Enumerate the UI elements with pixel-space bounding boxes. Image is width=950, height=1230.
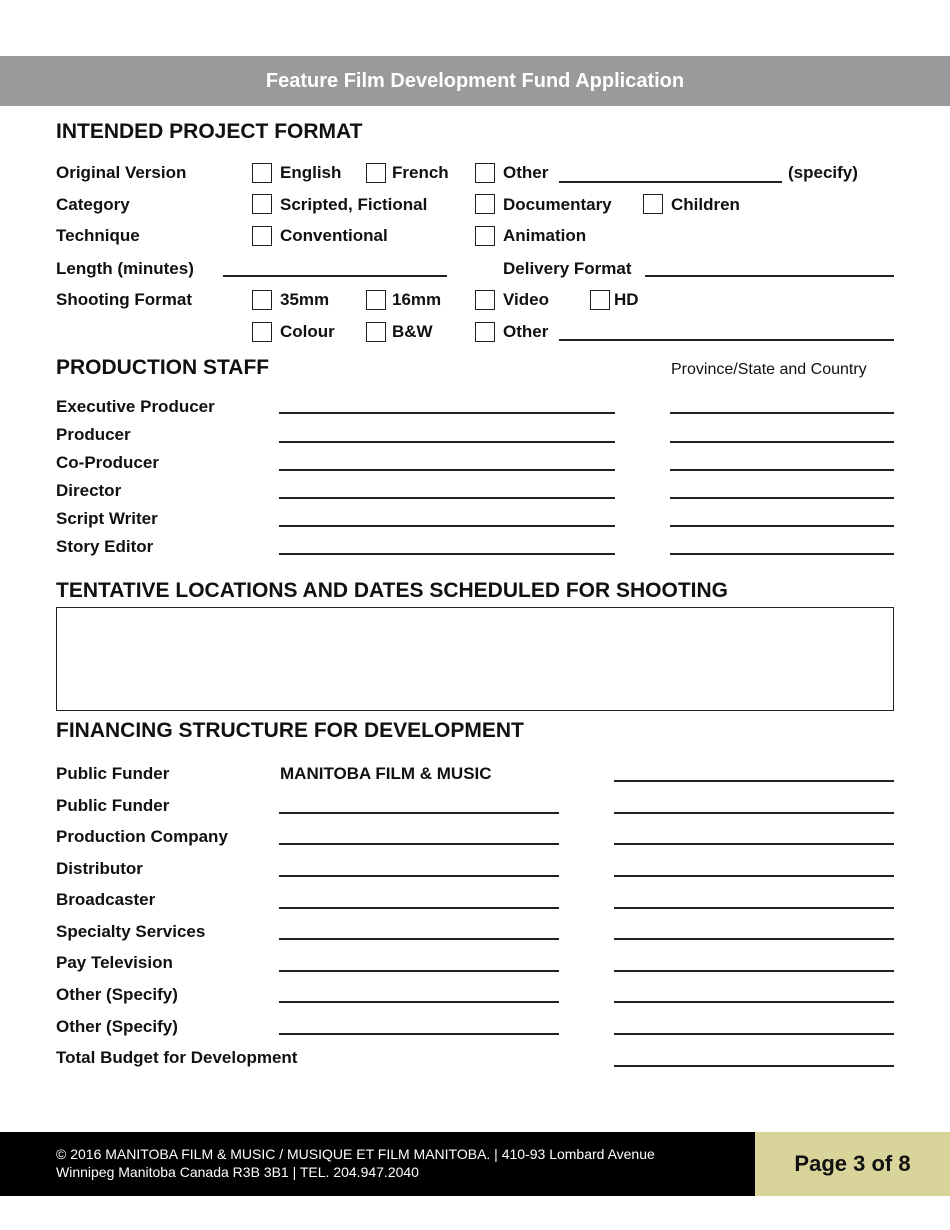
role-label: Co-Producer (56, 453, 159, 472)
first-funder-value: MANITOBA FILM & MUSIC (280, 764, 492, 783)
hd-checkbox[interactable] (590, 290, 610, 310)
co-producer-province-field[interactable] (670, 469, 894, 471)
funder-label: Distributor (56, 859, 143, 878)
other-version-label: Other (503, 163, 549, 182)
funder-name-field[interactable] (279, 843, 559, 845)
video-label: Video (503, 290, 549, 309)
funder-name-field[interactable] (279, 938, 559, 940)
other-format-checkbox[interactable] (475, 322, 495, 342)
director-name-field[interactable] (279, 497, 615, 499)
other-format-field[interactable] (559, 339, 894, 341)
35mm-checkbox[interactable] (252, 290, 272, 310)
page-number: Page 3 of 8 (755, 1132, 950, 1196)
bw-checkbox[interactable] (366, 322, 386, 342)
video-checkbox[interactable] (475, 290, 495, 310)
35mm-label: 35mm (280, 290, 330, 309)
documentary-checkbox[interactable] (475, 194, 495, 214)
staff-section-title: PRODUCTION STAFF (56, 356, 270, 379)
locations-textarea[interactable] (56, 607, 894, 711)
funder-name-field[interactable] (279, 875, 559, 877)
french-checkbox[interactable] (366, 163, 386, 183)
funder-label: Production Company (56, 827, 228, 846)
role-label: Director (56, 481, 122, 500)
other-version-field[interactable] (559, 181, 782, 183)
funder-amount-field[interactable] (614, 907, 894, 909)
funder-label: Pay Television (56, 953, 173, 972)
other-format-label: Other (503, 322, 549, 341)
funder-amount-field[interactable] (614, 970, 894, 972)
role-label: Executive Producer (56, 397, 215, 416)
funder-label: Other (Specify) (56, 985, 178, 1004)
funder-name-field[interactable] (279, 1001, 559, 1003)
length-field[interactable] (223, 275, 447, 277)
funder-label: Public Funder (56, 796, 170, 815)
locations-section-title: TENTATIVE LOCATIONS AND DATES SCHEDULED FOR SHOOTING (56, 579, 728, 602)
children-label: Children (671, 195, 740, 214)
funder-amount-field[interactable] (614, 843, 894, 845)
funder-amount-field[interactable] (614, 812, 894, 814)
story-editor-province-field[interactable] (670, 553, 894, 555)
role-label: Script Writer (56, 509, 158, 528)
length-label: Length (minutes) (56, 259, 194, 278)
financing-section-title: FINANCING STRUCTURE FOR DEVELOPMENT (56, 719, 524, 742)
colour-checkbox[interactable] (252, 322, 272, 342)
funder-name-field[interactable] (279, 1033, 559, 1035)
role-label: Story Editor (56, 537, 154, 556)
executive-producer-province-field[interactable] (670, 412, 894, 414)
executive-producer-name-field[interactable] (279, 412, 615, 414)
format-section-title: INTENDED PROJECT FORMAT (56, 120, 363, 143)
conventional-label: Conventional (280, 226, 388, 245)
funder-label: Specialty Services (56, 922, 206, 941)
funder-amount-field[interactable] (614, 938, 894, 940)
english-option-label: English (280, 163, 342, 182)
animation-checkbox[interactable] (475, 226, 495, 246)
shooting-format-label: Shooting Format (56, 290, 192, 309)
french-option-label: French (392, 163, 449, 182)
story-editor-name-field[interactable] (279, 553, 615, 555)
colour-label: Colour (280, 322, 335, 341)
specify-label: (specify) (788, 163, 858, 182)
delivery-format-field[interactable] (645, 275, 894, 277)
category-label: Category (56, 195, 130, 214)
conventional-checkbox[interactable] (252, 226, 272, 246)
total-budget-field[interactable] (614, 1065, 894, 1067)
other-version-checkbox[interactable] (475, 163, 495, 183)
script-writer-province-field[interactable] (670, 525, 894, 527)
total-budget-label: Total Budget for Development (56, 1048, 298, 1067)
16mm-label: 16mm (392, 290, 442, 309)
original-version-label: Original Version (56, 163, 187, 182)
role-label: Producer (56, 425, 131, 444)
footer-address: Winnipeg Manitoba Canada R3B 3B1 | TEL. 204.947.2040 (56, 1164, 419, 1180)
province-column-header: Province/State and Country (671, 361, 867, 378)
scripted-fictional-label: Scripted, Fictional (280, 195, 428, 214)
funder-amount-field[interactable] (614, 1001, 894, 1003)
scripted-fictional-checkbox[interactable] (252, 194, 272, 214)
documentary-label: Documentary (503, 195, 612, 214)
form-title-banner: Feature Film Development Fund Application (0, 56, 950, 106)
producer-name-field[interactable] (279, 441, 615, 443)
funder-label: Other (Specify) (56, 1017, 178, 1036)
english-checkbox[interactable] (252, 163, 272, 183)
funder-name-field[interactable] (279, 812, 559, 814)
co-producer-name-field[interactable] (279, 469, 615, 471)
footer-bar (0, 1132, 755, 1196)
technique-label: Technique (56, 226, 140, 245)
funder-amount-field[interactable] (614, 780, 894, 782)
children-checkbox[interactable] (643, 194, 663, 214)
animation-label: Animation (503, 226, 587, 245)
producer-province-field[interactable] (670, 441, 894, 443)
funder-name-field[interactable] (279, 907, 559, 909)
hd-label: HD (614, 290, 639, 309)
funder-label: Public Funder (56, 764, 170, 783)
delivery-format-label: Delivery Format (503, 259, 632, 278)
funder-label: Broadcaster (56, 890, 156, 909)
funder-amount-field[interactable] (614, 1033, 894, 1035)
script-writer-name-field[interactable] (279, 525, 615, 527)
funder-amount-field[interactable] (614, 875, 894, 877)
16mm-checkbox[interactable] (366, 290, 386, 310)
funder-name-field[interactable] (279, 970, 559, 972)
footer-copyright: © 2016 MANITOBA FILM & MUSIC / MUSIQUE ET FILM MANITOBA. | 410-93 Lombard Avenue (56, 1146, 655, 1162)
bw-label: B&W (392, 322, 433, 341)
director-province-field[interactable] (670, 497, 894, 499)
